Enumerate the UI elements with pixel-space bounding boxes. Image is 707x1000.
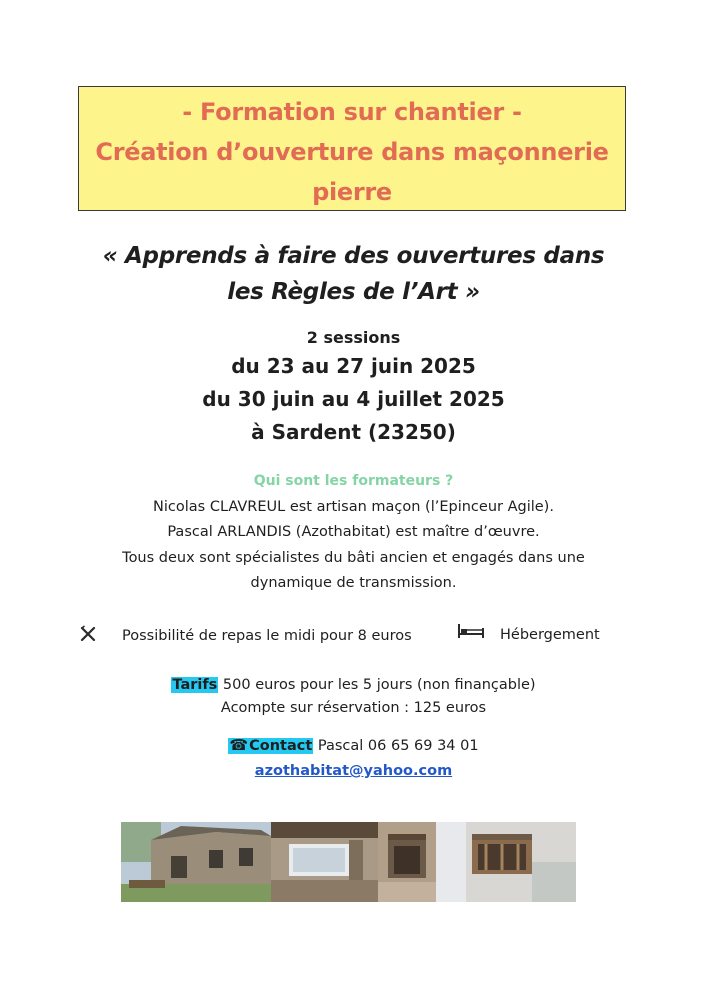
trainer-line-4: dynamique de transmission. xyxy=(250,575,457,591)
photo-interior-window xyxy=(271,822,378,902)
trainers-block xyxy=(60,469,647,597)
contact-label-wrap xyxy=(228,738,313,754)
tagline-quote xyxy=(60,238,647,310)
trainer-line-2: Pascal ARLANDIS (Azothabitat) est maître d’œuvre. xyxy=(167,524,540,540)
contact-block xyxy=(60,733,647,784)
photo-wall-opening xyxy=(436,822,576,902)
title-line-3: pierre xyxy=(312,178,392,206)
email-line xyxy=(60,759,647,784)
session-location: à Sardent (23250) xyxy=(251,420,456,444)
lodging-info: Hébergement xyxy=(500,627,600,643)
sessions-block xyxy=(60,326,647,449)
email-link[interactable]: azothabitat@yahoo.com xyxy=(254,763,453,779)
trainer-line-1: Nicolas CLAVREUL est artisan maçon (l’Epinceur Agile). xyxy=(153,498,554,515)
session-date-1: du 23 au 27 juin 2025 xyxy=(231,354,476,378)
photo-strip xyxy=(121,822,576,902)
trainers-heading: Qui sont les formateurs ? xyxy=(253,473,454,489)
trainer-line-3: Tous deux sont spécialistes du bâti ancien et engagés dans une xyxy=(122,549,585,566)
quote-line-1: « Apprends à faire des ouvertures dans xyxy=(102,243,605,269)
price-line xyxy=(60,674,647,697)
tarifs-label: Tarifs xyxy=(172,677,218,693)
sessions-count: 2 sessions xyxy=(306,328,401,347)
meal-info: Possibilité de repas le midi pour 8 euros xyxy=(122,628,412,644)
bed-icon xyxy=(457,622,485,640)
deposit-line: Acompte sur réservation : 125 euros xyxy=(220,700,487,716)
photo-stone-opening xyxy=(378,822,436,902)
quote-line-2: les Règles de l’Art » xyxy=(227,279,480,305)
session-date-2: du 30 juin au 4 juillet 2025 xyxy=(202,387,505,411)
contact-label: Contact xyxy=(249,738,313,754)
title-line-1: - Formation sur chantier - xyxy=(182,98,522,126)
cutlery-icon xyxy=(78,624,98,644)
contact-value: Pascal 06 65 69 34 01 xyxy=(317,738,479,754)
title-line-2: Création d’ouverture dans maçonnerie xyxy=(95,138,609,166)
phone-icon: ☎ xyxy=(229,736,249,754)
pricing-block xyxy=(60,674,647,720)
contact-line xyxy=(60,733,647,759)
title-box xyxy=(78,86,626,211)
price-value: 500 euros pour les 5 jours (non finançable) xyxy=(222,677,536,693)
photo-stone-house xyxy=(121,822,271,902)
